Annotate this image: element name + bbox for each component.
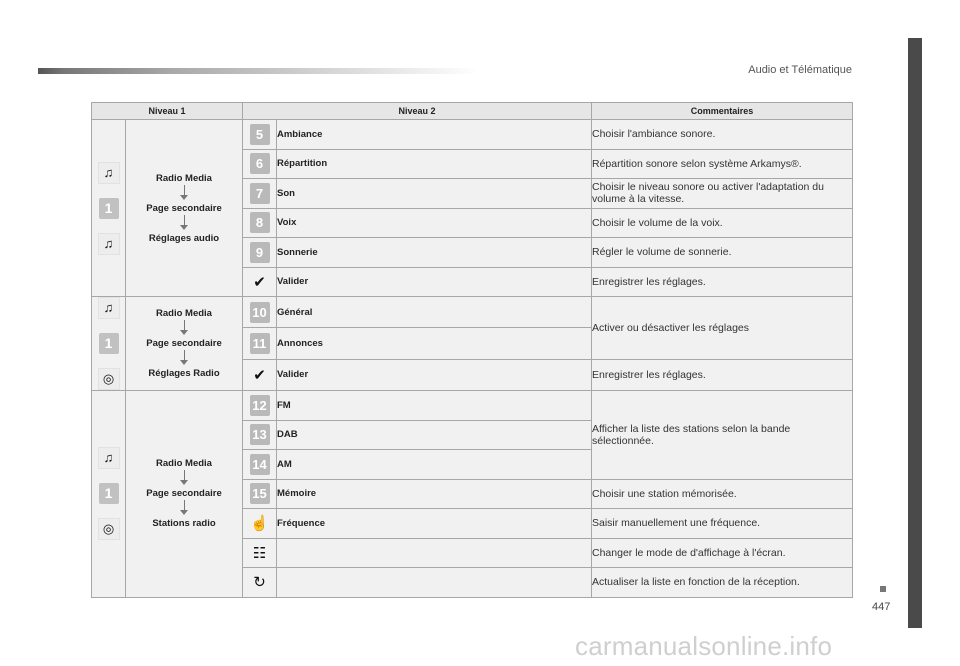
option-label (277, 568, 592, 598)
option-label: Général (277, 297, 592, 328)
option-label (277, 538, 592, 568)
radio-waves-icon: ◎ (98, 518, 120, 540)
option-comment: Régler le volume de sonnerie. (592, 238, 853, 268)
option-comment: Enregistrer les réglages. (592, 359, 853, 390)
path-step: Réglages Radio (148, 368, 220, 379)
step-badge: 1 (99, 198, 119, 219)
down-arrow-icon (180, 215, 188, 230)
watermark: carmanualsonline.info (575, 631, 833, 661)
down-arrow-icon (180, 500, 188, 515)
display-mode-icon: ☷ (252, 544, 267, 562)
option-comment: Changer le mode de d'affichage à l'écran. (592, 538, 853, 568)
level1-icons-cell (92, 391, 126, 598)
path-step: Radio Media (156, 458, 212, 470)
number-badge: 6 (250, 153, 270, 174)
option-comment: Choisir le volume de la voix. (592, 208, 853, 238)
level1-path-cell (126, 297, 243, 391)
level1-path-cell (126, 120, 243, 297)
level1-icons-cell (92, 120, 126, 297)
option-label: FM (277, 391, 592, 421)
number-badge: 13 (250, 424, 270, 445)
music-note-settings-icon: ♫ (98, 233, 120, 255)
option-label: AM (277, 450, 592, 480)
option-comment: Saisir manuellement une fréquence. (592, 509, 853, 539)
option-comment: Choisir une station mémorisée. (592, 479, 853, 509)
number-badge: 12 (250, 395, 270, 416)
number-badge: 10 (250, 302, 270, 323)
checkmark-icon: ✔ (253, 273, 266, 291)
option-comment: Choisir l'ambiance sonore. (592, 120, 853, 150)
refresh-icon: ↻ (253, 574, 266, 592)
checkmark-icon: ✔ (253, 366, 266, 384)
number-badge: 8 (250, 212, 270, 233)
option-comment: Activer ou désactiver les réglages (592, 297, 853, 360)
option-label: Valider (277, 359, 592, 390)
path-step: Page secondaire (146, 202, 222, 214)
option-comment: Choisir le niveau sonore ou activer l'adaptation du volume à la vitesse. (592, 179, 853, 209)
radio-waves-icon: ◎ (98, 368, 120, 390)
music-note-icon: ♫ (98, 162, 120, 184)
option-label: Mémoire (277, 479, 592, 509)
option-label: Annonces (277, 328, 592, 359)
chapter-tab-bar (908, 38, 922, 628)
table-header-row (92, 103, 853, 120)
path-step: Radio Media (156, 308, 212, 319)
settings-table (91, 102, 853, 598)
header-commentaires: Commentaires (592, 103, 853, 120)
number-badge: 7 (250, 183, 270, 204)
path-step: Radio Media (156, 172, 212, 184)
option-label: Répartition (277, 149, 592, 179)
hand-touch-icon: ☝ (250, 515, 269, 533)
down-arrow-icon (180, 185, 188, 200)
path-step: Page secondaire (146, 488, 222, 500)
number-badge: 5 (250, 124, 270, 145)
option-comment: Répartition sonore selon système Arkamys®. (592, 149, 853, 179)
table-row (92, 120, 853, 150)
option-comment: Actualiser la liste en fonction de la réception. (592, 568, 853, 598)
down-arrow-icon (180, 320, 188, 335)
table-row (92, 297, 853, 328)
page-marker (880, 586, 886, 592)
header-niveau1: Niveau 1 (92, 103, 243, 120)
path-step: Stations radio (152, 518, 216, 530)
down-arrow-icon (180, 350, 188, 365)
number-badge: 9 (250, 242, 270, 263)
level1-path-cell (126, 391, 243, 598)
path-step: Réglages audio (148, 232, 220, 244)
option-label: Fréquence (277, 509, 592, 539)
level1-icons-cell (92, 297, 126, 391)
section-title: Audio et Télématique (748, 64, 852, 76)
option-label: Sonnerie (277, 238, 592, 268)
path-step: Page secondaire (146, 338, 222, 349)
number-badge: 14 (250, 454, 270, 475)
option-label: DAB (277, 420, 592, 450)
option-label: Ambiance (277, 120, 592, 150)
number-badge: 11 (250, 333, 270, 354)
option-comment: Enregistrer les réglages. (592, 267, 853, 297)
option-comment: Afficher la liste des stations selon la bande sélectionnée. (592, 391, 853, 480)
header-gradient-bar (38, 68, 478, 74)
number-badge: 15 (250, 483, 270, 504)
music-note-icon: ♫ (98, 447, 120, 469)
step-badge: 1 (99, 483, 119, 504)
option-label: Son (277, 179, 592, 209)
header-niveau2: Niveau 2 (243, 103, 592, 120)
page-number: 447 (872, 601, 891, 613)
option-label: Voix (277, 208, 592, 238)
music-note-icon: ♫ (98, 297, 120, 319)
step-badge: 1 (99, 333, 119, 354)
option-label: Valider (277, 267, 592, 297)
table-row (92, 391, 853, 421)
down-arrow-icon (180, 470, 188, 485)
